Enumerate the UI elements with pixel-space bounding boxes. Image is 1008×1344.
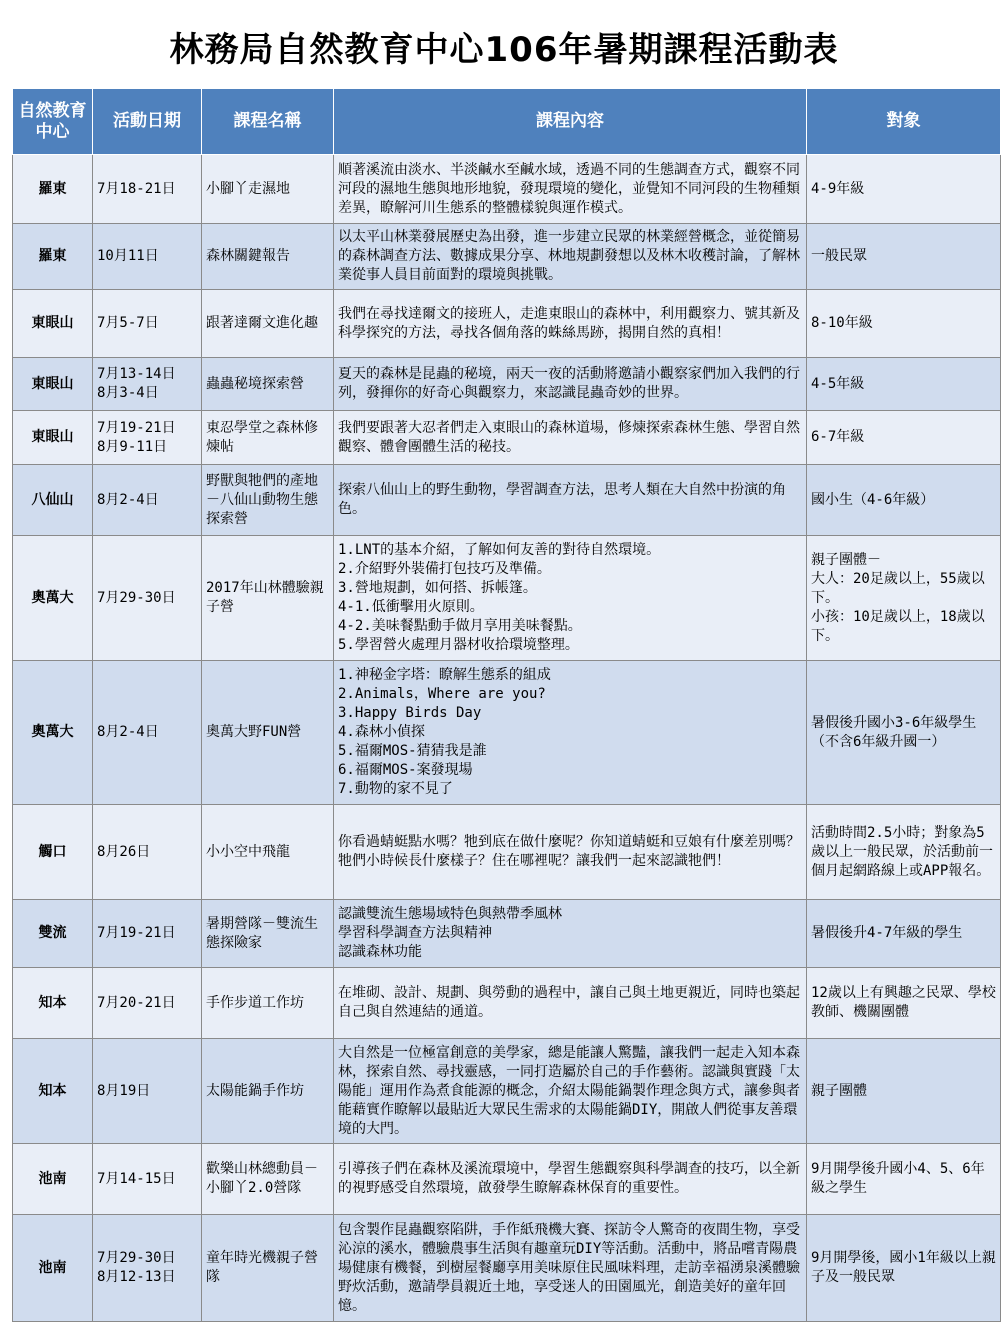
course-content-cell: 我們要跟著大忍者們走入東眼山的森林道場，修煉探索森林生態、學習自然觀察、體會團體生活的秘技。 — [334, 411, 807, 465]
table-row — [13, 900, 1001, 968]
table-row — [13, 155, 1001, 224]
header-content: 課程內容 — [334, 89, 807, 155]
date-cell: 7月18-21日 — [93, 155, 202, 224]
target-audience-cell: 4-5年級 — [807, 358, 1001, 411]
table-row — [13, 536, 1001, 661]
course-name-cell: 童年時光機親子營隊 — [202, 1215, 334, 1322]
target-audience-cell: 國小生（4-6年級） — [807, 465, 1001, 536]
course-name-cell: 小小空中飛龍 — [202, 805, 334, 900]
course-name-cell: 跟著達爾文進化趣 — [202, 290, 334, 358]
center-cell: 雙流 — [13, 900, 93, 968]
course-content-cell: 在堆砌、設計、規劃、與勞動的過程中，讓自己與土地更親近，同時也築起自己與自然連結的通道。 — [334, 968, 807, 1039]
date-cell: 7月29-30日 — [93, 536, 202, 661]
center-cell: 羅東 — [13, 155, 93, 224]
course-content-cell: 引導孩子們在森林及溪流環境中，學習生態觀察與科學調查的技巧，以全新的視野感受自然環境，啟發學生瞭解森林保育的重要性。 — [334, 1144, 807, 1215]
course-content-cell: 探索八仙山上的野生動物，學習調查方法，思考人類在大自然中扮演的角色。 — [334, 465, 807, 536]
target-audience-cell: 一般民眾 — [807, 224, 1001, 290]
date-cell: 8月19日 — [93, 1039, 202, 1144]
target-audience-cell: 活動時間2.5小時；對象為5歲以上一般民眾，於活動前一個月起網路線上或APP報名。 — [807, 805, 1001, 900]
target-audience-cell: 9月開學後，國小1年級以上親子及一般民眾 — [807, 1215, 1001, 1322]
table-row — [13, 1039, 1001, 1144]
center-cell: 東眼山 — [13, 290, 93, 358]
target-audience-cell: 暑假後升國小3-6年級學生（不含6年級升國一） — [807, 661, 1001, 805]
date-cell: 8月2-4日 — [93, 465, 202, 536]
table-row — [13, 290, 1001, 358]
course-name-cell: 奧萬大野FUN營 — [202, 661, 334, 805]
course-name-cell: 森林關鍵報告 — [202, 224, 334, 290]
center-cell: 東眼山 — [13, 411, 93, 465]
target-audience-cell: 暑假後升4-7年級的學生 — [807, 900, 1001, 968]
course-content-cell: 夏天的森林是昆蟲的秘境，兩天一夜的活動將邀請小觀察家們加入我們的行列，發揮你的好奇心與觀察力，來認識昆蟲奇妙的世界。 — [334, 358, 807, 411]
target-audience-cell: 4-9年級 — [807, 155, 1001, 224]
course-name-cell: 手作步道工作坊 — [202, 968, 334, 1039]
course-name-cell: 蟲蟲秘境探索營 — [202, 358, 334, 411]
course-content-cell: 我們在尋找達爾文的接班人，走進東眼山的森林中，利用觀察力、號其新及科學探究的方法，尋找各個角落的蛛絲馬跡，揭開自然的真相！ — [334, 290, 807, 358]
target-audience-cell: 12歲以上有興趣之民眾、學校教師、機關團體 — [807, 968, 1001, 1039]
table-row — [13, 661, 1001, 805]
table-row — [13, 1215, 1001, 1322]
course-name-cell: 野獸與牠們的產地－八仙山動物生態探索營 — [202, 465, 334, 536]
date-cell: 10月11日 — [93, 224, 202, 290]
date-cell: 8月2-4日 — [93, 661, 202, 805]
course-name-cell: 歡樂山林總動員－小腳丫2.0營隊 — [202, 1144, 334, 1215]
table-header-row — [13, 89, 1001, 155]
table-row — [13, 968, 1001, 1039]
table-row — [13, 411, 1001, 465]
center-cell: 觸口 — [13, 805, 93, 900]
course-name-cell: 太陽能鍋手作坊 — [202, 1039, 334, 1144]
table-row — [13, 1144, 1001, 1215]
center-cell: 東眼山 — [13, 358, 93, 411]
date-cell: 8月26日 — [93, 805, 202, 900]
center-cell: 奧萬大 — [13, 661, 93, 805]
date-cell: 7月29-30日 8月12-13日 — [93, 1215, 202, 1322]
date-cell: 7月20-21日 — [93, 968, 202, 1039]
course-content-cell: 你看過蜻蜓點水嗎？牠到底在做什麼呢？你知道蜻蜓和豆娘有什麼差別嗎？牠們小時候長什麼樣子？住在哪裡呢？讓我們一起來認識牠們！ — [334, 805, 807, 900]
table-row — [13, 224, 1001, 290]
table-row — [13, 805, 1001, 900]
course-name-cell: 東忍學堂之森林修煉帖 — [202, 411, 334, 465]
course-content-cell: 1.LNT的基本介紹，了解如何友善的對待自然環境。 2.介紹野外裝備打包技巧及準備。 3.營地規劃，如何搭、拆帳篷。 4-1.低衝擊用火原則。 4-2.美味餐點動手做月享用美味餐點。 5.學習營火處理月器材收拾環境整理。 — [334, 536, 807, 661]
date-cell: 7月5-7日 — [93, 290, 202, 358]
center-cell: 池南 — [13, 1144, 93, 1215]
center-cell: 奧萬大 — [13, 536, 93, 661]
course-name-cell: 暑期營隊－雙流生態探險家 — [202, 900, 334, 968]
date-cell: 7月14-15日 — [93, 1144, 202, 1215]
center-cell: 知本 — [13, 1039, 93, 1144]
header-date: 活動日期 — [93, 89, 202, 155]
table-row — [13, 465, 1001, 536]
header-target: 對象 — [807, 89, 1001, 155]
page-title: 林務局自然教育中心106年暑期課程活動表 — [169, 30, 839, 70]
course-content-cell: 以太平山林業發展歷史為出發，進一步建立民眾的林業經營概念，並從簡易的森林調查方法、數據成果分享、林地規劃發想以及林木收穫討論，了解林業從事人員目前面對的環境與挑戰。 — [334, 224, 807, 290]
target-audience-cell: 親子團體 — [807, 1039, 1001, 1144]
course-content-cell: 認識雙流生態場域特色與熱帶季風林 學習科學調查方法與精神 認識森林功能 — [334, 900, 807, 968]
course-schedule-table — [12, 88, 1001, 1322]
course-content-cell: 順著溪流由淡水、半淡鹹水至鹹水域，透過不同的生態調查方式，觀察不同河段的濕地生態與地形地貌，發現環境的變化，並覺知不同河段的生物種類差異，瞭解河川生態系的整體樣貌與運作模式。 — [334, 155, 807, 224]
header-center: 自然教育 中心 — [13, 89, 93, 155]
date-cell: 7月19-21日 8月9-11日 — [93, 411, 202, 465]
course-content-cell: 1.神秘金字塔：瞭解生態系的組成 2.Animals，Where are you? 3.Happy Birds Day 4.森林小偵探 5.福爾MOS-猜猜我是誰 6.福爾MOS-案發現場 7.動物的家不見了 — [334, 661, 807, 805]
center-cell: 八仙山 — [13, 465, 93, 536]
course-name-cell: 2017年山林體驗親子營 — [202, 536, 334, 661]
center-cell: 羅東 — [13, 224, 93, 290]
target-audience-cell: 親子團體－ 大人：20足歲以上，55歲以下。 小孩：10足歲以上，18歲以下。 — [807, 536, 1001, 661]
center-cell: 池南 — [13, 1215, 93, 1322]
date-cell: 7月13-14日 8月3-4日 — [93, 358, 202, 411]
center-cell: 知本 — [13, 968, 93, 1039]
target-audience-cell: 6-7年級 — [807, 411, 1001, 465]
course-content-cell: 大自然是一位極富創意的美學家，總是能讓人驚豔，讓我們一起走入知本森林，探索自然、尋找靈感，一同打造屬於自己的手作藝術。認識與實踐「太陽能」運用作為煮食能源的概念，介紹太陽能鍋製作理念與方式，讓參與者能藉實作瞭解以最貼近大眾民生需求的太陽能鍋DIY，開啟人們從事友善環境的大門。 — [334, 1039, 807, 1144]
header-course: 課程名稱 — [202, 89, 334, 155]
course-content-cell: 包含製作昆蟲觀察陷阱，手作紙飛機大賽、探訪令人驚奇的夜間生物，享受沁涼的溪水，體驗農事生活與有趣童玩DIY等活動。活動中，將品嚐青陽農場健康有機餐，到樹屋餐廳享用美味原住民風味料理，走訪幸福湧泉溪體驗野炊活動，邀請學員親近土地，享受迷人的田園風光，創造美好的童年回憶。 — [334, 1215, 807, 1322]
table-row — [13, 358, 1001, 411]
target-audience-cell: 8-10年級 — [807, 290, 1001, 358]
course-name-cell: 小腳丫走濕地 — [202, 155, 334, 224]
target-audience-cell: 9月開學後升國小4、5、6年級之學生 — [807, 1144, 1001, 1215]
date-cell: 7月19-21日 — [93, 900, 202, 968]
